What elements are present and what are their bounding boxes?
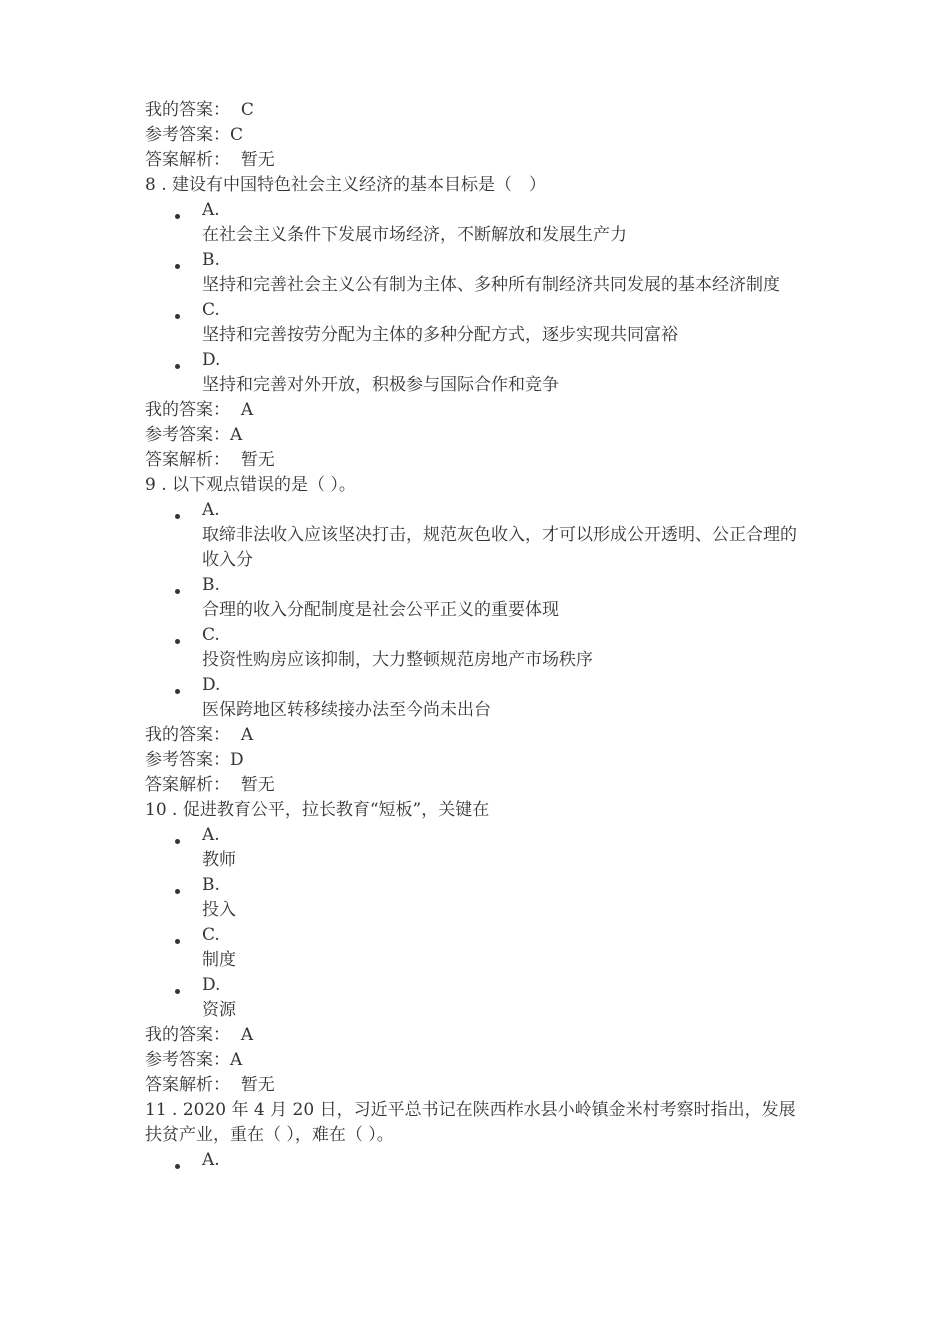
option-item[interactable]: [145, 823, 805, 873]
option-letter: D.: [202, 675, 221, 695]
option-letter: A.: [202, 1150, 220, 1170]
question-title: [145, 173, 805, 198]
reference-answer-label: 参考答案：: [145, 750, 230, 770]
my-answer-row: [145, 723, 805, 748]
option-list: [145, 198, 805, 398]
option-item[interactable]: [145, 248, 805, 298]
option-item[interactable]: [145, 198, 805, 248]
option-letter: D.: [202, 975, 221, 995]
option-letter: C.: [202, 300, 220, 320]
option-item[interactable]: [145, 1148, 805, 1173]
question-title: [145, 473, 805, 498]
option-item[interactable]: [145, 673, 805, 723]
option-letter: A.: [202, 500, 220, 520]
option-list: [145, 498, 805, 723]
bullet-icon: [175, 214, 180, 219]
answer-analysis-row: [145, 148, 805, 173]
bullet-icon: [175, 314, 180, 319]
question-text: 促进教育公平，拉长教育“短板”，关键在: [182, 800, 490, 820]
question-number: 8 .: [145, 175, 167, 195]
option-text: 教师: [202, 850, 236, 870]
answer-analysis-value: 暂无: [240, 1075, 275, 1095]
reference-answer-value: C: [230, 125, 244, 145]
option-letter: A.: [202, 825, 220, 845]
option-text: 投入: [202, 900, 236, 920]
option-letter: B.: [202, 875, 220, 895]
document-page: [145, 98, 805, 1173]
reference-answer-value: A: [230, 425, 243, 445]
bullet-icon: [175, 589, 180, 594]
option-item[interactable]: [145, 923, 805, 973]
reference-answer-value: A: [230, 1050, 243, 1070]
option-text: 投资性购房应该抑制，大力整顿规范房地产市场秩序: [202, 650, 593, 670]
bullet-icon: [175, 839, 180, 844]
question-number: 9 .: [145, 475, 167, 495]
option-list: [145, 1148, 805, 1173]
answer-analysis-label: 答案解析：: [145, 1075, 230, 1095]
option-letter: D.: [202, 350, 221, 370]
option-item[interactable]: [145, 498, 805, 573]
answer-analysis-row: [145, 773, 805, 798]
option-text: 制度: [202, 950, 236, 970]
option-text: 坚持和完善社会主义公有制为主体、多种所有制经济共同发展的基本经济制度: [202, 275, 780, 295]
my-answer-label: 我的答案：: [145, 400, 230, 420]
option-letter: C.: [202, 925, 220, 945]
bullet-icon: [175, 889, 180, 894]
answer-analysis-label: 答案解析：: [145, 775, 230, 795]
bullet-icon: [175, 989, 180, 994]
my-answer-value: A: [240, 1025, 254, 1045]
reference-answer-row: [145, 423, 805, 448]
question-text: 2020 年 4 月 20 日，习近平总书记在陕西柞水县小岭镇金米村考察时指出，发展扶贫产业，重在（ ），难在（ ）。: [145, 1100, 796, 1145]
option-text: 取缔非法收入应该坚决打击，规范灰色收入，才可以形成公开透明、公正合理的收入分: [202, 525, 797, 570]
option-text: 坚持和完善按劳分配为主体的多种分配方式，逐步实现共同富裕: [202, 325, 678, 345]
answer-analysis-label: 答案解析：: [145, 150, 230, 170]
my-answer-value: A: [240, 725, 254, 745]
option-letter: B.: [202, 250, 220, 270]
answer-analysis-value: 暂无: [240, 775, 275, 795]
my-answer-label: 我的答案：: [145, 100, 230, 120]
my-answer-label: 我的答案：: [145, 725, 230, 745]
my-answer-label: 我的答案：: [145, 1025, 230, 1045]
bullet-icon: [175, 939, 180, 944]
bullet-icon: [175, 1164, 180, 1169]
bullet-icon: [175, 364, 180, 369]
answer-analysis-value: 暂无: [240, 450, 275, 470]
bullet-icon: [175, 689, 180, 694]
my-answer-value: A: [240, 400, 254, 420]
option-item[interactable]: [145, 348, 805, 398]
bullet-icon: [175, 639, 180, 644]
my-answer-row: [145, 1023, 805, 1048]
question-title: [145, 1098, 805, 1148]
question-text: 以下观点错误的是（ ）。: [172, 475, 356, 495]
option-text: 资源: [202, 1000, 236, 1020]
option-item[interactable]: [145, 298, 805, 348]
bullet-icon: [175, 264, 180, 269]
option-letter: B.: [202, 575, 220, 595]
reference-answer-row: [145, 123, 805, 148]
my-answer-value: C: [240, 100, 254, 120]
reference-answer-value: D: [230, 750, 244, 770]
question-number: 10 .: [145, 800, 178, 820]
option-letter: C.: [202, 625, 220, 645]
question-title: [145, 798, 805, 823]
option-item[interactable]: [145, 973, 805, 1023]
answer-analysis-row: [145, 448, 805, 473]
option-item[interactable]: [145, 873, 805, 923]
question-text: 建设有中国特色社会主义经济的基本目标是（ ）: [172, 175, 547, 195]
option-letter: A.: [202, 200, 220, 220]
answer-analysis-value: 暂无: [240, 150, 275, 170]
option-item[interactable]: [145, 623, 805, 673]
option-text: 在社会主义条件下发展市场经济，不断解放和发展生产力: [202, 225, 627, 245]
bullet-icon: [175, 514, 180, 519]
option-text: 坚持和完善对外开放，积极参与国际合作和竞争: [202, 375, 559, 395]
question-number: 11 .: [145, 1100, 178, 1120]
answer-analysis-row: [145, 1073, 805, 1098]
reference-answer-label: 参考答案：: [145, 425, 230, 445]
reference-answer-label: 参考答案：: [145, 125, 230, 145]
reference-answer-label: 参考答案：: [145, 1050, 230, 1070]
option-text: 医保跨地区转移续接办法至今尚未出台: [202, 700, 491, 720]
reference-answer-row: [145, 748, 805, 773]
option-item[interactable]: [145, 573, 805, 623]
option-text: 合理的收入分配制度是社会公平正义的重要体现: [202, 600, 559, 620]
my-answer-row: [145, 398, 805, 423]
reference-answer-row: [145, 1048, 805, 1073]
answer-analysis-label: 答案解析：: [145, 450, 230, 470]
option-list: [145, 823, 805, 1023]
my-answer-row: [145, 98, 805, 123]
